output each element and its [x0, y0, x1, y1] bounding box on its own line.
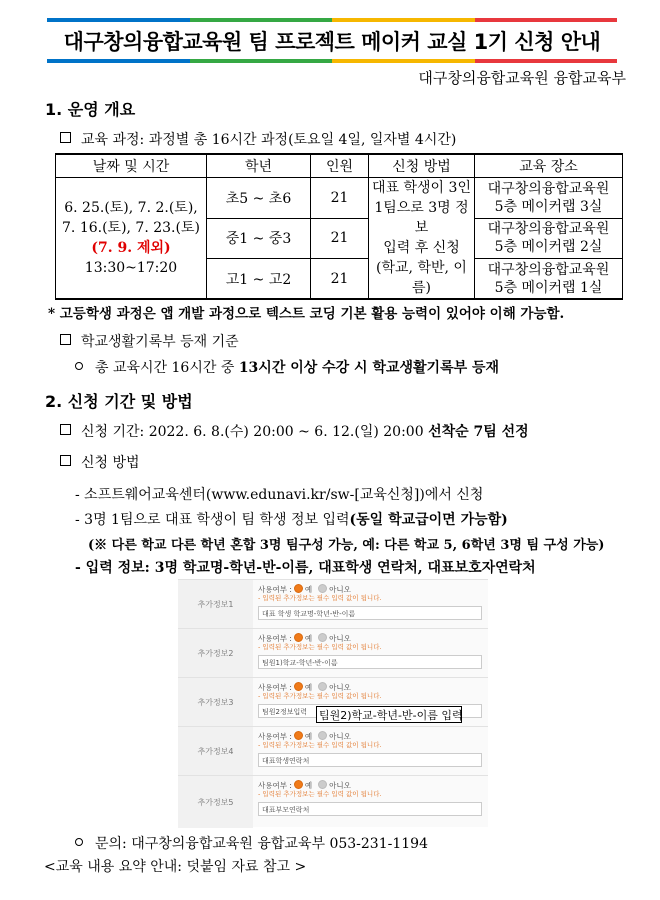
- method-cell: [369, 178, 475, 300]
- stripe-seg: [190, 59, 333, 63]
- use-label: 사용여부 :: [258, 683, 292, 692]
- table-header: 교육 장소: [475, 154, 623, 178]
- dates-time: 13:30~17:20: [84, 260, 178, 276]
- method-step2: [75, 509, 508, 529]
- record-title: [60, 331, 239, 351]
- method-line: (학교, 학반, 이름): [376, 260, 467, 296]
- place-line: 5층 메이커랩 2실: [494, 239, 603, 256]
- count-cell: 21: [311, 259, 369, 300]
- form-row: [178, 628, 488, 678]
- table-header: 신청 방법: [369, 154, 475, 178]
- radio-unselected-icon[interactable]: [318, 584, 327, 593]
- stripe-seg: [332, 59, 475, 63]
- use-toggle: [258, 633, 486, 643]
- place-line: 대구창의융합교육원: [487, 221, 610, 238]
- place-line: 5층 메이커랩 3실: [494, 198, 603, 215]
- radio-unselected-icon[interactable]: [318, 682, 327, 691]
- radio-yes-label: 예: [304, 683, 313, 692]
- contact-text: 문의: 대구창의융합교육원 융합교육부 053-231-1194: [95, 836, 428, 852]
- step2-prefix: - 3명 1팀으로 대표 학생이 팀 학생 정보 입력: [75, 512, 350, 528]
- period-prefix: 신청 기간: 2022. 6. 8.(수) 20:00 ~ 6. 12.(일) 20:00: [81, 424, 429, 440]
- dates-excluded: (7. 9. 제외): [91, 240, 171, 256]
- use-label: 사용여부 :: [258, 585, 292, 594]
- circle-bullet-icon: [75, 362, 83, 370]
- use-toggle: [258, 584, 486, 594]
- department: 대구창의융합교육원 융합교육부: [418, 69, 626, 87]
- checkbox-bullet-icon: [60, 424, 71, 435]
- place-cell: [475, 218, 623, 259]
- use-label: 사용여부 :: [258, 781, 292, 790]
- form-input[interactable]: 팀원1)학교-학년-반-이름: [258, 655, 482, 669]
- method-title: [60, 452, 140, 472]
- record-criteria: [75, 357, 499, 377]
- form-row-body: [258, 633, 486, 669]
- title-bottom-stripe: [47, 59, 617, 63]
- form-input[interactable]: 팀원2정보입력: [258, 704, 482, 718]
- circle-bullet-icon: [75, 838, 83, 846]
- count-cell: 21: [311, 218, 369, 259]
- schedule-table: [55, 153, 623, 300]
- period-bold: 선착순 7팀 선정: [428, 424, 529, 440]
- table-header: 날짜 및 시간: [56, 154, 207, 178]
- form-row: [178, 775, 488, 828]
- use-label: 사용여부 :: [258, 732, 292, 741]
- dates-line: 7. 16.(토), 7. 23.(토): [62, 220, 200, 236]
- table-header: 인원: [311, 154, 369, 178]
- contact-line: [75, 833, 428, 853]
- section2-heading: 2. 신청 기간 및 방법: [45, 392, 193, 411]
- form-row-label: 추가정보1: [178, 580, 253, 629]
- radio-yes-label: 예: [304, 781, 313, 790]
- form-row-body: [258, 731, 486, 767]
- form-row-label: 추가정보2: [178, 629, 253, 678]
- form-input[interactable]: 대표부모연락처: [258, 802, 482, 816]
- radio-yes-label: 예: [304, 732, 313, 741]
- place-line: 대구창의융합교육원: [487, 261, 610, 278]
- use-toggle: [258, 780, 486, 790]
- checkbox-bullet-icon: [60, 132, 71, 143]
- radio-no-label: 아니오: [329, 683, 351, 692]
- form-row-body: [258, 584, 486, 620]
- radio-no-label: 아니오: [329, 585, 351, 594]
- radio-unselected-icon[interactable]: [318, 780, 327, 789]
- record-bold: 13시간 이상 수강 시 학교생활기록부 등재: [238, 360, 500, 376]
- grade-cell: 고1 ~ 고2: [207, 259, 311, 300]
- method-line: 대표 학생이 3인: [372, 180, 471, 196]
- method-step3: - 입력 정보: 3명 학교명-학년-반-이름, 대표학생 연락처, 대표보호자연락처: [75, 560, 536, 576]
- table-header: 학년: [207, 154, 311, 178]
- place-line: 5층 메이커랩 1실: [494, 279, 603, 296]
- footer-note: <교육 내용 요약 안내: 덧붙임 자료 참고 >: [44, 859, 307, 875]
- radio-selected-icon[interactable]: [294, 731, 303, 740]
- form-row: [178, 726, 488, 776]
- form-input[interactable]: 대표학생연락처: [258, 753, 482, 767]
- title-banner: [47, 18, 617, 63]
- required-note: - 입력된 추가정보는 필수 입력 값이 됩니다.: [258, 741, 382, 749]
- required-note: - 입력된 추가정보는 필수 입력 값이 됩니다.: [258, 594, 382, 602]
- radio-yes-label: 예: [304, 585, 313, 594]
- radio-selected-icon[interactable]: [294, 633, 303, 642]
- radio-yes-label: 예: [304, 634, 313, 643]
- stripe-seg: [47, 59, 190, 63]
- use-label: 사용여부 :: [258, 634, 292, 643]
- place-line: 대구창의융합교육원: [487, 180, 610, 197]
- radio-selected-icon[interactable]: [294, 584, 303, 593]
- course-text: 교육 과정: 과정별 총 16시간 과정(토요일 4일, 일자별 4시간): [81, 132, 457, 148]
- radio-no-label: 아니오: [329, 634, 351, 643]
- method-step1: - 소프트웨어교육센터(www.edunavi.kr/sw-[교육신청])에서 신청: [75, 487, 484, 503]
- required-note: - 입력된 추가정보는 필수 입력 값이 됩니다.: [258, 692, 382, 700]
- method-step2-note: (※ 다른 학교 다른 학년 혼합 3명 팀구성 가능, 예: 다른 학교 5, 6학년 3명 팀 구성 가능): [88, 538, 605, 553]
- table-row: [56, 178, 623, 219]
- dates-cell: [56, 178, 207, 300]
- required-note: - 입력된 추가정보는 필수 입력 값이 됩니다.: [258, 790, 382, 798]
- radio-unselected-icon[interactable]: [318, 633, 327, 642]
- form-input[interactable]: 대표 학생 학교명-학년-반-이름: [258, 606, 482, 620]
- place-cell: [475, 178, 623, 219]
- section1-heading: 1. 운영 개요: [45, 100, 136, 119]
- step2-bold: (동일 학교급이면 가능함): [349, 512, 508, 528]
- method-title-text: 신청 방법: [81, 455, 140, 471]
- checkbox-bullet-icon: [60, 455, 71, 466]
- table-header-row: [56, 154, 623, 178]
- required-note: - 입력된 추가정보는 필수 입력 값이 됩니다.: [258, 643, 382, 651]
- count-cell: 21: [311, 178, 369, 219]
- course-line: [60, 129, 456, 149]
- form-screenshot: [178, 579, 488, 827]
- record-prefix: 총 교육시간 16시간 중: [95, 360, 239, 376]
- method-line: 1팀으로 3명 정보: [374, 200, 469, 236]
- radio-selected-icon[interactable]: [294, 682, 303, 691]
- form-row-label: 추가정보4: [178, 727, 253, 776]
- method-line: 입력 후 신청: [383, 240, 460, 256]
- form-row-label: 추가정보3: [178, 678, 253, 727]
- place-cell: [475, 259, 623, 300]
- radio-unselected-icon[interactable]: [318, 731, 327, 740]
- radio-no-label: 아니오: [329, 732, 351, 741]
- checkbox-bullet-icon: [60, 334, 71, 345]
- radio-selected-icon[interactable]: [294, 780, 303, 789]
- input-example-callout: 팀원2)학교-학년-반-이름 입력: [316, 706, 462, 723]
- grade-cell: 초5 ~ 초6: [207, 178, 311, 219]
- grade-cell: 중1 ~ 중3: [207, 218, 311, 259]
- form-row-label: 추가정보5: [178, 776, 253, 828]
- use-toggle: [258, 731, 486, 741]
- stripe-seg: [475, 59, 618, 63]
- period-line: [60, 421, 529, 441]
- radio-no-label: 아니오: [329, 781, 351, 790]
- use-toggle: [258, 682, 486, 692]
- page-title: 대구창의융합교육원 팀 프로젝트 메이커 교실 1기 신청 안내: [63, 29, 601, 54]
- high-school-note: * 고등학생 과정은 앱 개발 과정으로 텍스트 코딩 기본 활용 능력이 있어야 이해 가능함.: [48, 306, 565, 322]
- record-title-text: 학교생활기록부 등재 기준: [81, 334, 239, 350]
- form-row-body: [258, 780, 486, 816]
- form-row: [178, 579, 488, 629]
- dates-line: 6. 25.(토), 7. 2.(토),: [64, 200, 198, 216]
